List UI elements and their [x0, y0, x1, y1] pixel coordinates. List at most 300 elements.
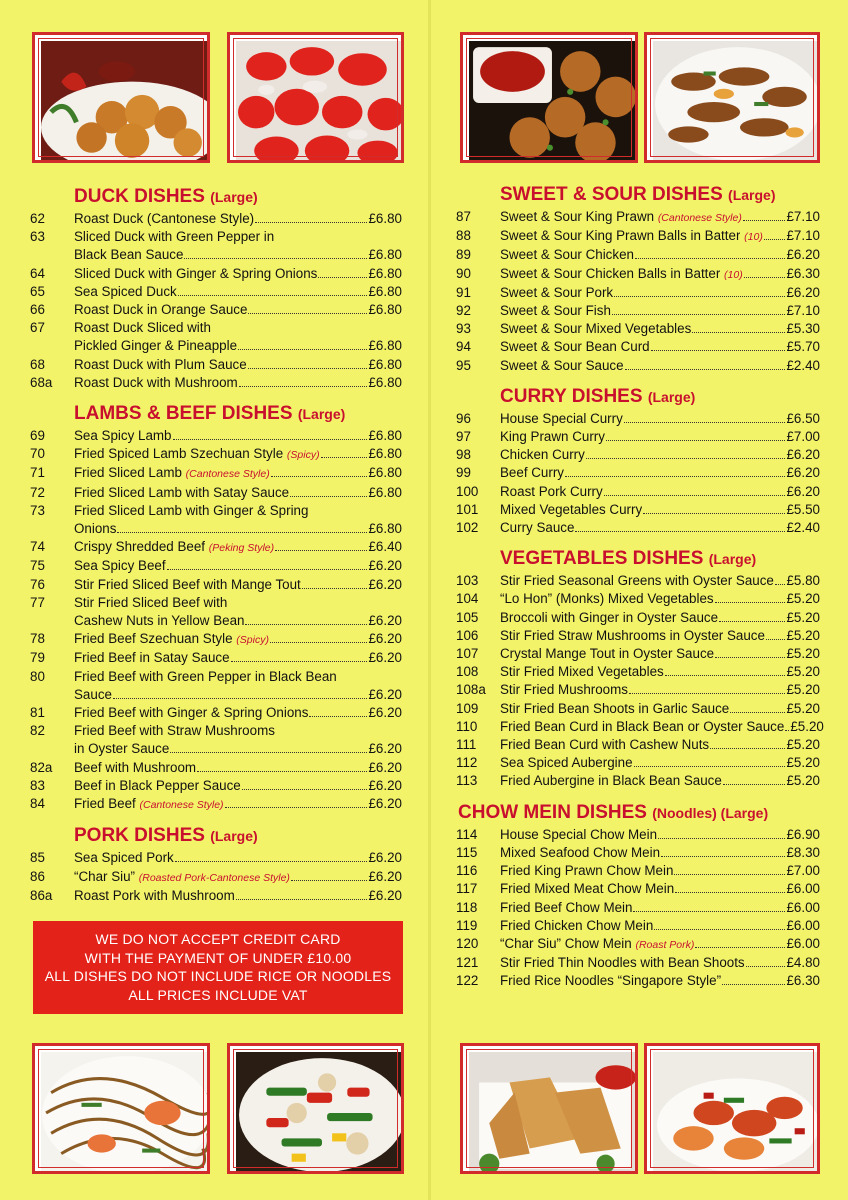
item-price: £6.80	[368, 465, 402, 481]
item-name: “Char Siu”	[74, 868, 136, 884]
section-title: PORK DISHES (Large)	[74, 825, 258, 847]
item-price: £6.80	[368, 283, 402, 299]
section-title: DUCK DISHES (Large)	[74, 186, 258, 207]
item-number: 92	[456, 303, 471, 319]
item-number: 120	[456, 935, 479, 951]
dot-leader	[170, 752, 367, 753]
dot-leader	[225, 807, 368, 808]
item-name: Roast Duck in Orange Sauce	[74, 302, 248, 318]
menu-item	[456, 446, 820, 464]
item-number: 100	[456, 483, 479, 499]
item-price: £5.20	[786, 646, 820, 662]
item-number: 101	[456, 501, 479, 517]
item-price: £6.80	[368, 265, 402, 281]
menu-item	[30, 777, 402, 795]
item-price: £6.00	[786, 935, 820, 951]
chow-mein-noodles-photo	[32, 1043, 210, 1174]
menu-item	[456, 627, 820, 645]
item-note: (Peking Style)	[208, 542, 275, 555]
item-name: Sweet & Sour King Prawn	[500, 209, 655, 224]
item-name: Sea Spicy Beef	[74, 558, 166, 574]
menu-item	[456, 428, 820, 446]
menu-item	[456, 464, 820, 482]
item-number: 93	[456, 321, 471, 337]
item-price: £5.70	[786, 339, 820, 355]
menu-item	[456, 754, 820, 772]
item-name: Beef with Mushroom	[74, 759, 197, 775]
dot-leader	[624, 422, 786, 423]
item-price: £6.80	[368, 521, 402, 537]
item-name: Sea Spiced Duck	[74, 283, 177, 299]
dot-leader	[658, 838, 785, 839]
item-price: £7.00	[786, 429, 820, 445]
menu-item	[456, 284, 820, 302]
mixed-vegetables-photo	[227, 1043, 404, 1174]
item-number: 107	[456, 646, 479, 662]
item-name: Curry Sauce	[500, 520, 575, 536]
dot-leader	[321, 457, 368, 458]
dot-leader	[766, 639, 786, 640]
menu-item	[456, 718, 824, 736]
dot-leader	[197, 771, 367, 772]
item-name: Fried Bean Curd with Cashew Nuts	[500, 737, 710, 753]
dot-leader	[654, 929, 785, 930]
menu-item	[456, 736, 820, 754]
item-name: Sea Spiced Pork	[74, 850, 174, 866]
dot-leader	[695, 947, 785, 948]
item-price: £6.20	[368, 796, 402, 812]
item-number: 77	[30, 594, 45, 610]
pork-section	[30, 823, 402, 905]
item-price: £6.20	[786, 284, 820, 300]
dot-leader	[612, 314, 786, 315]
notice-line: WITH THE PAYMENT OF UNDER £10.00	[84, 949, 352, 966]
dot-leader	[575, 531, 785, 532]
item-name: Stir Fried Thin Noodles with Bean Shoots	[500, 955, 745, 971]
item-price: £5.20	[786, 755, 820, 771]
item-name: Fried Mixed Meat Chow Mein	[500, 881, 675, 897]
dot-leader	[643, 513, 785, 514]
section-title: CHOW MEIN DISHES (Noodles) (Large)	[458, 801, 769, 823]
item-name: House Special Curry	[500, 410, 623, 426]
menu-item	[456, 917, 820, 935]
dot-leader	[743, 220, 786, 221]
item-name: Stir Fried Sliced Beef with Mange Tout	[74, 576, 301, 592]
menu-item	[30, 722, 402, 758]
menu-item	[30, 849, 402, 867]
item-name: Sliced Duck with Ginger & Spring Onions	[74, 265, 318, 281]
menu-item	[456, 590, 820, 608]
item-name: Sliced Duck with Green Pepper in	[74, 229, 275, 245]
item-number: 114	[456, 826, 478, 842]
item-name: Sweet & Sour Sauce	[500, 357, 624, 373]
payment-notice	[33, 921, 403, 1014]
item-number: 87	[456, 209, 471, 224]
item-price: £6.80	[368, 247, 402, 263]
menu-item	[30, 538, 402, 557]
item-price: £6.20	[368, 576, 402, 592]
item-price: £5.20	[786, 627, 820, 643]
dot-leader	[242, 789, 368, 790]
item-price: £6.80	[368, 446, 402, 462]
item-number: 79	[30, 650, 45, 666]
menu-item	[456, 880, 820, 898]
dot-leader	[775, 584, 786, 585]
dot-leader	[785, 730, 789, 731]
item-number: 108a	[456, 682, 486, 698]
item-name: in Oyster Sauce	[74, 741, 170, 757]
item-number: 64	[30, 265, 45, 281]
dot-leader	[167, 569, 368, 570]
dot-leader	[651, 350, 786, 351]
menu-item	[456, 338, 820, 356]
menu-item	[456, 501, 820, 519]
item-number: 68a	[30, 374, 53, 390]
item-number: 71	[30, 465, 45, 481]
menu-item	[456, 572, 820, 590]
item-number: 99	[456, 465, 471, 481]
menu-item	[456, 862, 820, 880]
section-title: VEGETABLES DISHES (Large)	[500, 548, 757, 570]
item-name: Stir Fried Mixed Vegetables	[500, 664, 664, 680]
dot-leader	[710, 748, 785, 749]
item-number: 86a	[30, 887, 53, 903]
menu-item	[456, 826, 820, 844]
item-name: Mixed Seafood Chow Mein	[500, 844, 661, 860]
item-number: 75	[30, 558, 45, 574]
item-name: Stir Fried Bean Shoots in Garlic Sauce	[500, 700, 730, 716]
item-number: 112	[456, 755, 478, 771]
item-price: £2.40	[786, 520, 820, 536]
left-column	[30, 184, 402, 905]
dot-leader	[674, 874, 785, 875]
item-number: 95	[456, 357, 471, 373]
item-number: 111	[456, 737, 477, 753]
item-note: (10)	[744, 231, 763, 244]
item-name: “Char Siu” Chow Mein	[500, 935, 632, 951]
item-price: £6.80	[368, 338, 402, 354]
dot-leader	[665, 675, 786, 676]
item-number: 81	[30, 705, 45, 721]
dot-leader	[113, 698, 368, 699]
item-price: £7.10	[786, 209, 820, 224]
item-number: 90	[456, 265, 471, 281]
menu-item	[456, 227, 820, 246]
fried-chicken-balls-photo	[32, 32, 210, 163]
item-price: £6.80	[368, 374, 402, 390]
section-title: LAMBS & BEEF DISHES (Large)	[74, 403, 346, 425]
item-name: Roast Pork Curry	[500, 483, 603, 499]
menu-item	[30, 594, 402, 630]
item-number: 121	[456, 955, 479, 971]
item-name: Fried Spiced Lamb Szechuan Style	[74, 446, 284, 462]
item-price: £6.50	[786, 410, 820, 426]
dot-leader	[255, 222, 367, 223]
item-name: Beef Curry	[500, 465, 564, 481]
item-name: Sea Spicy Lamb	[74, 428, 172, 444]
item-number: 62	[30, 211, 45, 226]
item-number: 106	[456, 627, 479, 643]
item-price: £5.30	[786, 321, 820, 337]
menu-item	[456, 357, 820, 375]
item-number: 116	[456, 863, 478, 879]
lamb-beef-section	[30, 401, 402, 814]
item-name: Fried Chicken Chow Mein	[500, 917, 654, 933]
item-number: 72	[30, 484, 45, 500]
dot-leader	[764, 239, 786, 240]
item-name: Roast Duck Sliced with	[74, 320, 211, 336]
item-price: £6.20	[368, 777, 402, 793]
item-number: 68	[30, 356, 45, 372]
dot-leader	[271, 476, 368, 477]
item-name: Sweet & Sour Chicken	[500, 247, 634, 263]
item-number: 118	[456, 899, 478, 915]
item-name: Sweet & Sour Fish	[500, 303, 611, 319]
dot-leader	[302, 588, 368, 589]
item-name: Broccoli with Ginger in Oyster Sauce	[500, 609, 719, 625]
item-price: £6.20	[368, 741, 402, 757]
item-price: £6.20	[786, 447, 820, 463]
item-price: £6.20	[368, 705, 402, 721]
duck-section	[30, 184, 402, 392]
menu-item	[30, 356, 402, 374]
item-number: 109	[456, 700, 479, 716]
item-name: Sauce	[74, 686, 112, 702]
item-price: £6.80	[368, 356, 402, 372]
dot-leader	[723, 784, 786, 785]
item-price: £6.30	[786, 973, 820, 989]
dot-leader	[239, 386, 368, 387]
item-name: Roast Pork with Mushroom	[74, 887, 235, 903]
item-price: £5.20	[790, 718, 824, 734]
dot-leader	[675, 892, 785, 893]
item-price: £5.20	[786, 591, 820, 607]
item-price: £5.20	[786, 682, 820, 698]
item-note: (10)	[724, 268, 743, 281]
vegetables-section	[456, 546, 824, 790]
item-price: £8.30	[786, 844, 820, 860]
dot-leader	[719, 621, 785, 622]
menu-item	[30, 502, 402, 538]
item-name: Roast Duck (Cantonese Style)	[74, 211, 255, 226]
item-number: 80	[30, 668, 45, 684]
dot-leader	[635, 258, 786, 259]
item-number: 63	[30, 229, 45, 245]
dot-leader	[633, 911, 785, 912]
item-number: 94	[456, 339, 471, 355]
menu-item	[456, 208, 820, 227]
item-name: Fried Aubergine in Black Bean Sauce	[500, 773, 722, 789]
sweet-sour-section	[456, 182, 820, 375]
item-name: Fried Rice Noodles “Singapore Style”	[500, 973, 722, 989]
item-price: £6.20	[786, 465, 820, 481]
item-number: 96	[456, 410, 471, 426]
item-number: 119	[456, 917, 478, 933]
sweet-sour-chicken-photo	[227, 32, 404, 163]
menu-item	[456, 899, 820, 917]
dot-leader	[309, 716, 367, 717]
menu-item	[456, 772, 820, 790]
item-name: Fried Bean Curd in Black Bean or Oyster Sauce	[500, 718, 785, 734]
dot-leader	[270, 642, 368, 643]
menu-item	[456, 663, 820, 681]
dot-leader	[692, 332, 785, 333]
item-note: (Cantonese Style)	[139, 799, 224, 812]
item-name: Fried King Prawn Chow Mein	[500, 863, 674, 879]
item-name: Fried Beef with Ginger & Spring Onions	[74, 705, 309, 721]
dot-leader	[117, 532, 367, 533]
item-note: (Spicy)	[236, 634, 269, 647]
dot-leader	[248, 313, 367, 314]
item-number: 67	[30, 320, 45, 336]
menu-item	[30, 464, 402, 483]
menu-item	[30, 210, 402, 228]
dot-leader	[604, 495, 786, 496]
item-price: £6.30	[786, 265, 820, 281]
item-name: Fried Beef with Straw Mushrooms	[74, 723, 275, 739]
menu-item	[30, 704, 402, 722]
item-number: 105	[456, 609, 479, 625]
item-number: 88	[456, 228, 471, 244]
menu-item	[456, 844, 820, 862]
dot-leader	[744, 277, 786, 278]
menu-item	[456, 609, 820, 627]
item-name: Fried Sliced Lamb with Satay Sauce	[74, 484, 290, 500]
item-name: Black Bean Sauce	[74, 247, 184, 263]
item-number: 69	[30, 428, 45, 444]
item-number: 110	[456, 718, 478, 734]
item-name: King Prawn Curry	[500, 429, 605, 445]
menu-item	[30, 649, 402, 667]
item-price: £6.20	[368, 613, 402, 629]
item-note: (Roasted Pork-Cantonese Style)	[138, 871, 290, 884]
item-price: £6.20	[786, 483, 820, 499]
item-price: £6.20	[368, 759, 402, 775]
menu-item	[456, 700, 820, 718]
page-fold	[428, 0, 431, 1200]
dot-leader	[275, 550, 367, 551]
item-name: Sea Spiced Aubergine	[500, 755, 633, 771]
dot-leader	[248, 368, 368, 369]
wontons-with-sauce-photo	[460, 32, 638, 163]
item-price: £7.10	[786, 303, 820, 319]
item-price: £6.20	[368, 850, 402, 866]
item-number: 82	[30, 723, 45, 739]
item-number: 82a	[30, 759, 53, 775]
menu-item	[456, 681, 820, 699]
item-price: £6.20	[368, 868, 402, 884]
item-number: 65	[30, 283, 45, 299]
item-price: £7.00	[786, 863, 820, 879]
item-number: 73	[30, 502, 45, 518]
dot-leader	[715, 657, 785, 658]
menu-item	[456, 410, 820, 428]
menu-item	[456, 645, 820, 663]
item-note: (Cantonese Style)	[657, 212, 742, 224]
menu-item	[456, 935, 820, 954]
menu-item	[456, 972, 820, 990]
menu-item	[30, 484, 402, 502]
item-name: Onions	[74, 521, 117, 537]
notice-line: WE DO NOT ACCEPT CREDIT CARD	[95, 931, 341, 947]
item-name: Beef in Black Pepper Sauce	[74, 777, 241, 793]
menu-item	[30, 557, 402, 575]
szechuan-prawns-photo	[644, 1043, 820, 1174]
dot-leader	[173, 439, 368, 440]
item-name: Cashew Nuts in Yellow Bean	[74, 613, 245, 629]
item-name: Pickled Ginger & Pineapple	[74, 338, 238, 354]
section-title: CURRY DISHES (Large)	[500, 385, 696, 407]
item-name: “Lo Hon” (Monks) Mixed Vegetables	[500, 591, 714, 607]
chow-mein-section	[456, 800, 820, 991]
item-number: 78	[30, 631, 45, 647]
item-number: 108	[456, 664, 479, 680]
dot-leader	[184, 258, 367, 259]
item-name: Fried Beef in Satay Sauce	[74, 650, 230, 666]
item-name: Fried Beef	[74, 796, 136, 812]
dot-leader	[629, 693, 786, 694]
item-price: £7.10	[786, 228, 820, 244]
item-name: Stir Fried Sliced Beef with	[74, 594, 228, 610]
item-number: 103	[456, 573, 479, 589]
item-number: 117	[456, 881, 478, 897]
dot-leader	[606, 440, 786, 441]
dot-leader	[625, 369, 786, 370]
item-number: 97	[456, 429, 471, 445]
menu-item	[456, 954, 820, 972]
item-price: £5.20	[786, 773, 820, 789]
item-name: Sweet & Sour Pork	[500, 284, 614, 300]
item-name: Sweet & Sour Chicken Balls in Batter	[500, 265, 721, 281]
item-name: Sweet & Sour Bean Curd	[500, 339, 650, 355]
item-note: (Cantonese Style)	[185, 468, 270, 481]
item-name: Stir Fried Straw Mushrooms in Oyster Sauce	[500, 627, 765, 643]
item-price: £6.00	[786, 899, 820, 915]
item-number: 89	[456, 247, 471, 263]
dot-leader	[715, 602, 786, 603]
dot-leader	[291, 880, 368, 881]
item-number: 122	[456, 973, 479, 989]
dot-leader	[730, 712, 785, 713]
item-number: 85	[30, 850, 45, 866]
item-name: Stir Fried Seasonal Greens with Oyster Sauce	[500, 573, 774, 589]
item-name: House Special Chow Mein	[500, 826, 658, 842]
item-price: £6.20	[368, 887, 402, 903]
item-name: Stir Fried Mushrooms	[500, 682, 628, 698]
menu-item	[456, 246, 820, 264]
dot-leader	[178, 295, 368, 296]
item-number: 74	[30, 539, 45, 555]
item-price: £5.20	[786, 737, 820, 753]
item-number: 84	[30, 796, 45, 812]
item-price: £2.40	[786, 357, 820, 373]
menu-item	[456, 302, 820, 320]
item-note: (Roast Pork)	[635, 938, 695, 951]
sesame-prawn-toast-photo	[460, 1043, 638, 1174]
menu-item	[30, 301, 402, 319]
item-price: £5.80	[786, 573, 820, 589]
notice-line: ALL DISHES DO NOT INCLUDE RICE OR NOODLES	[44, 968, 392, 984]
menu-item	[30, 445, 402, 464]
item-price: £6.80	[368, 428, 402, 444]
dot-leader	[746, 966, 786, 967]
item-note: (Spicy)	[286, 449, 320, 462]
item-price: £6.90	[786, 826, 820, 842]
beef-stir-fry-photo	[644, 32, 820, 163]
menu-item	[30, 374, 402, 392]
dot-leader	[634, 766, 786, 767]
menu-item	[30, 868, 402, 887]
